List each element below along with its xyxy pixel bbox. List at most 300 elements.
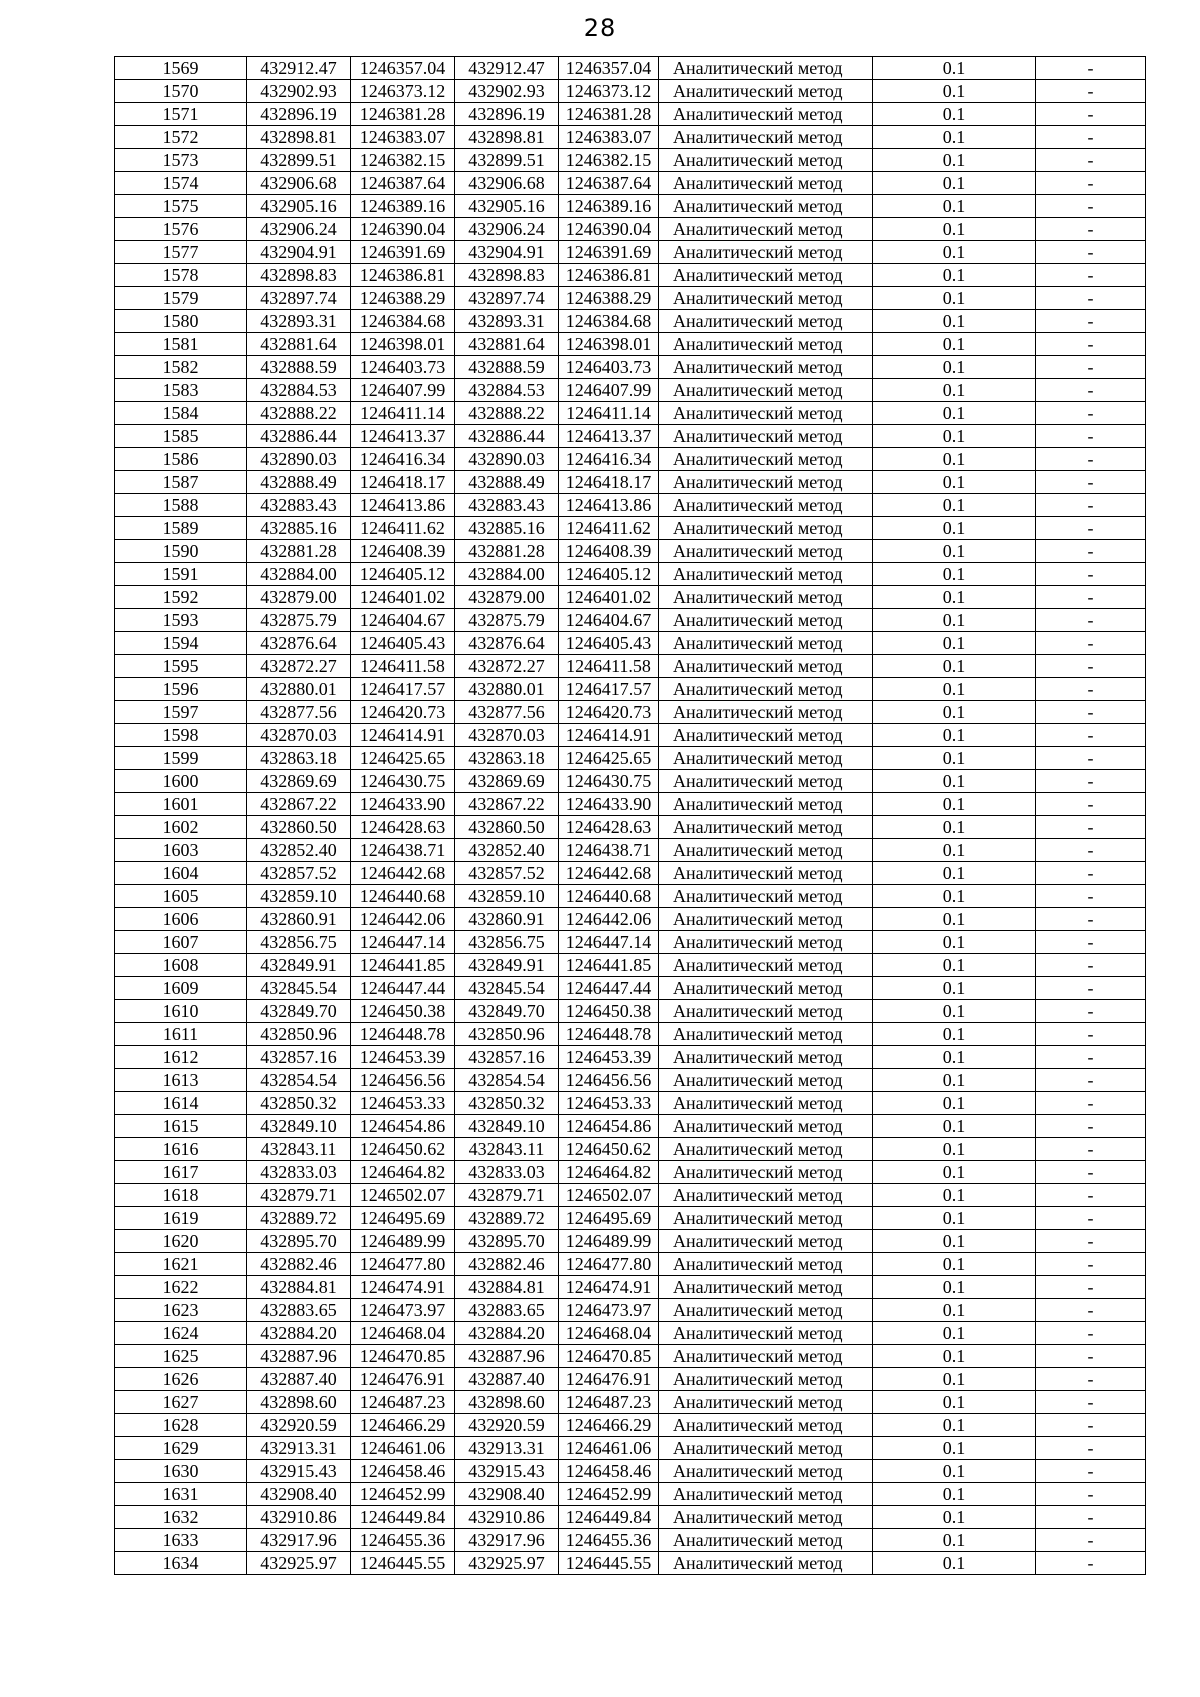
- x-coordinate-cell: 432890.03: [455, 448, 559, 471]
- x-coordinate-cell: 432854.54: [247, 1069, 351, 1092]
- method-cell: Аналитический метод: [659, 264, 873, 287]
- point-number-cell: 1603: [115, 839, 247, 862]
- note-cell: -: [1036, 241, 1146, 264]
- y-coordinate-cell: 1246461.06: [559, 1437, 659, 1460]
- table-row: [115, 310, 1146, 333]
- method-cell: Аналитический метод: [659, 1069, 873, 1092]
- table-row: [115, 356, 1146, 379]
- method-cell: Аналитический метод: [659, 1460, 873, 1483]
- point-number-cell: 1579: [115, 287, 247, 310]
- note-cell: -: [1036, 632, 1146, 655]
- table-row: [115, 563, 1146, 586]
- note-cell: -: [1036, 655, 1146, 678]
- table-row: [115, 586, 1146, 609]
- method-cell: Аналитический метод: [659, 356, 873, 379]
- x-coordinate-cell: 432912.47: [455, 57, 559, 80]
- x-coordinate-cell: 432856.75: [455, 931, 559, 954]
- point-number-cell: 1595: [115, 655, 247, 678]
- accuracy-cell: 0.1: [873, 103, 1036, 126]
- point-number-cell: 1604: [115, 862, 247, 885]
- y-coordinate-cell: 1246382.15: [351, 149, 455, 172]
- y-coordinate-cell: 1246408.39: [351, 540, 455, 563]
- note-cell: -: [1036, 1391, 1146, 1414]
- table-row: [115, 1322, 1146, 1345]
- y-coordinate-cell: 1246430.75: [559, 770, 659, 793]
- x-coordinate-cell: 432882.46: [455, 1253, 559, 1276]
- point-number-cell: 1578: [115, 264, 247, 287]
- x-coordinate-cell: 432860.50: [455, 816, 559, 839]
- x-coordinate-cell: 432884.81: [455, 1276, 559, 1299]
- accuracy-cell: 0.1: [873, 931, 1036, 954]
- table-body: [115, 57, 1146, 1575]
- method-cell: Аналитический метод: [659, 1253, 873, 1276]
- y-coordinate-cell: 1246464.82: [559, 1161, 659, 1184]
- y-coordinate-cell: 1246413.86: [559, 494, 659, 517]
- y-coordinate-cell: 1246413.86: [351, 494, 455, 517]
- note-cell: -: [1036, 494, 1146, 517]
- y-coordinate-cell: 1246470.85: [559, 1345, 659, 1368]
- x-coordinate-cell: 432849.70: [247, 1000, 351, 1023]
- x-coordinate-cell: 432856.75: [247, 931, 351, 954]
- y-coordinate-cell: 1246405.12: [351, 563, 455, 586]
- method-cell: Аналитический метод: [659, 678, 873, 701]
- table-row: [115, 195, 1146, 218]
- x-coordinate-cell: 432887.40: [247, 1368, 351, 1391]
- y-coordinate-cell: 1246454.86: [351, 1115, 455, 1138]
- note-cell: -: [1036, 1253, 1146, 1276]
- x-coordinate-cell: 432843.11: [455, 1138, 559, 1161]
- accuracy-cell: 0.1: [873, 540, 1036, 563]
- method-cell: Аналитический метод: [659, 103, 873, 126]
- note-cell: -: [1036, 954, 1146, 977]
- note-cell: -: [1036, 931, 1146, 954]
- x-coordinate-cell: 432833.03: [247, 1161, 351, 1184]
- point-number-cell: 1630: [115, 1460, 247, 1483]
- accuracy-cell: 0.1: [873, 678, 1036, 701]
- method-cell: Аналитический метод: [659, 126, 873, 149]
- accuracy-cell: 0.1: [873, 1115, 1036, 1138]
- x-coordinate-cell: 432896.19: [455, 103, 559, 126]
- table-row: [115, 264, 1146, 287]
- x-coordinate-cell: 432850.96: [455, 1023, 559, 1046]
- point-number-cell: 1570: [115, 80, 247, 103]
- note-cell: -: [1036, 126, 1146, 149]
- accuracy-cell: 0.1: [873, 1529, 1036, 1552]
- method-cell: Аналитический метод: [659, 1529, 873, 1552]
- note-cell: -: [1036, 1230, 1146, 1253]
- accuracy-cell: 0.1: [873, 1322, 1036, 1345]
- x-coordinate-cell: 432888.59: [455, 356, 559, 379]
- accuracy-cell: 0.1: [873, 471, 1036, 494]
- note-cell: -: [1036, 1046, 1146, 1069]
- y-coordinate-cell: 1246391.69: [559, 241, 659, 264]
- y-coordinate-cell: 1246383.07: [351, 126, 455, 149]
- y-coordinate-cell: 1246386.81: [351, 264, 455, 287]
- method-cell: Аналитический метод: [659, 1299, 873, 1322]
- accuracy-cell: 0.1: [873, 149, 1036, 172]
- table-row: [115, 379, 1146, 402]
- x-coordinate-cell: 432910.86: [247, 1506, 351, 1529]
- accuracy-cell: 0.1: [873, 1000, 1036, 1023]
- x-coordinate-cell: 432883.43: [247, 494, 351, 517]
- accuracy-cell: 0.1: [873, 862, 1036, 885]
- note-cell: -: [1036, 356, 1146, 379]
- x-coordinate-cell: 432870.03: [247, 724, 351, 747]
- note-cell: -: [1036, 1023, 1146, 1046]
- y-coordinate-cell: 1246357.04: [351, 57, 455, 80]
- y-coordinate-cell: 1246452.99: [559, 1483, 659, 1506]
- table-row: [115, 1460, 1146, 1483]
- method-cell: Аналитический метод: [659, 425, 873, 448]
- y-coordinate-cell: 1246449.84: [351, 1506, 455, 1529]
- table-row: [115, 540, 1146, 563]
- note-cell: -: [1036, 172, 1146, 195]
- x-coordinate-cell: 432917.96: [247, 1529, 351, 1552]
- method-cell: Аналитический метод: [659, 1322, 873, 1345]
- x-coordinate-cell: 432885.16: [455, 517, 559, 540]
- y-coordinate-cell: 1246401.02: [559, 586, 659, 609]
- note-cell: -: [1036, 1299, 1146, 1322]
- accuracy-cell: 0.1: [873, 977, 1036, 1000]
- x-coordinate-cell: 432863.18: [455, 747, 559, 770]
- x-coordinate-cell: 432899.51: [455, 149, 559, 172]
- y-coordinate-cell: 1246476.91: [559, 1368, 659, 1391]
- y-coordinate-cell: 1246384.68: [351, 310, 455, 333]
- y-coordinate-cell: 1246389.16: [351, 195, 455, 218]
- y-coordinate-cell: 1246448.78: [351, 1023, 455, 1046]
- y-coordinate-cell: 1246405.12: [559, 563, 659, 586]
- x-coordinate-cell: 432913.31: [455, 1437, 559, 1460]
- accuracy-cell: 0.1: [873, 747, 1036, 770]
- y-coordinate-cell: 1246388.29: [559, 287, 659, 310]
- accuracy-cell: 0.1: [873, 1092, 1036, 1115]
- method-cell: Аналитический метод: [659, 172, 873, 195]
- x-coordinate-cell: 432884.53: [247, 379, 351, 402]
- x-coordinate-cell: 432877.56: [247, 701, 351, 724]
- y-coordinate-cell: 1246473.97: [351, 1299, 455, 1322]
- method-cell: Аналитический метод: [659, 908, 873, 931]
- table-row: [115, 494, 1146, 517]
- table-row: [115, 218, 1146, 241]
- method-cell: Аналитический метод: [659, 885, 873, 908]
- note-cell: -: [1036, 103, 1146, 126]
- point-number-cell: 1633: [115, 1529, 247, 1552]
- accuracy-cell: 0.1: [873, 517, 1036, 540]
- point-number-cell: 1581: [115, 333, 247, 356]
- accuracy-cell: 0.1: [873, 218, 1036, 241]
- accuracy-cell: 0.1: [873, 1023, 1036, 1046]
- point-number-cell: 1626: [115, 1368, 247, 1391]
- table-row: [115, 793, 1146, 816]
- table-row: [115, 1552, 1146, 1575]
- method-cell: Аналитический метод: [659, 1276, 873, 1299]
- point-number-cell: 1607: [115, 931, 247, 954]
- table-row: [115, 80, 1146, 103]
- x-coordinate-cell: 432884.20: [455, 1322, 559, 1345]
- method-cell: Аналитический метод: [659, 402, 873, 425]
- x-coordinate-cell: 432875.79: [247, 609, 351, 632]
- y-coordinate-cell: 1246456.56: [559, 1069, 659, 1092]
- x-coordinate-cell: 432886.44: [455, 425, 559, 448]
- point-number-cell: 1623: [115, 1299, 247, 1322]
- note-cell: -: [1036, 1483, 1146, 1506]
- x-coordinate-cell: 432887.96: [247, 1345, 351, 1368]
- method-cell: Аналитический метод: [659, 540, 873, 563]
- y-coordinate-cell: 1246453.33: [559, 1092, 659, 1115]
- accuracy-cell: 0.1: [873, 356, 1036, 379]
- note-cell: -: [1036, 563, 1146, 586]
- y-coordinate-cell: 1246386.81: [559, 264, 659, 287]
- point-number-cell: 1621: [115, 1253, 247, 1276]
- method-cell: Аналитический метод: [659, 1092, 873, 1115]
- y-coordinate-cell: 1246445.55: [559, 1552, 659, 1575]
- point-number-cell: 1610: [115, 1000, 247, 1023]
- x-coordinate-cell: 432867.22: [247, 793, 351, 816]
- x-coordinate-cell: 432883.43: [455, 494, 559, 517]
- y-coordinate-cell: 1246357.04: [559, 57, 659, 80]
- note-cell: -: [1036, 333, 1146, 356]
- y-coordinate-cell: 1246403.73: [351, 356, 455, 379]
- method-cell: Аналитический метод: [659, 1207, 873, 1230]
- table-row: [115, 287, 1146, 310]
- point-number-cell: 1596: [115, 678, 247, 701]
- accuracy-cell: 0.1: [873, 264, 1036, 287]
- y-coordinate-cell: 1246438.71: [351, 839, 455, 862]
- point-number-cell: 1598: [115, 724, 247, 747]
- accuracy-cell: 0.1: [873, 563, 1036, 586]
- y-coordinate-cell: 1246401.02: [351, 586, 455, 609]
- x-coordinate-cell: 432881.28: [455, 540, 559, 563]
- accuracy-cell: 0.1: [873, 839, 1036, 862]
- y-coordinate-cell: 1246405.43: [559, 632, 659, 655]
- y-coordinate-cell: 1246413.37: [351, 425, 455, 448]
- x-coordinate-cell: 432869.69: [455, 770, 559, 793]
- point-number-cell: 1632: [115, 1506, 247, 1529]
- x-coordinate-cell: 432925.97: [247, 1552, 351, 1575]
- note-cell: -: [1036, 747, 1146, 770]
- point-number-cell: 1622: [115, 1276, 247, 1299]
- accuracy-cell: 0.1: [873, 701, 1036, 724]
- x-coordinate-cell: 432849.70: [455, 1000, 559, 1023]
- point-number-cell: 1584: [115, 402, 247, 425]
- point-number-cell: 1580: [115, 310, 247, 333]
- y-coordinate-cell: 1246420.73: [351, 701, 455, 724]
- accuracy-cell: 0.1: [873, 287, 1036, 310]
- y-coordinate-cell: 1246411.14: [351, 402, 455, 425]
- y-coordinate-cell: 1246440.68: [351, 885, 455, 908]
- table-row: [115, 1253, 1146, 1276]
- y-coordinate-cell: 1246495.69: [351, 1207, 455, 1230]
- accuracy-cell: 0.1: [873, 793, 1036, 816]
- x-coordinate-cell: 432870.03: [455, 724, 559, 747]
- x-coordinate-cell: 432883.65: [455, 1299, 559, 1322]
- table-row: [115, 402, 1146, 425]
- accuracy-cell: 0.1: [873, 80, 1036, 103]
- y-coordinate-cell: 1246450.38: [559, 1000, 659, 1023]
- method-cell: Аналитический метод: [659, 586, 873, 609]
- point-number-cell: 1573: [115, 149, 247, 172]
- x-coordinate-cell: 432893.31: [247, 310, 351, 333]
- x-coordinate-cell: 432881.64: [247, 333, 351, 356]
- y-coordinate-cell: 1246466.29: [351, 1414, 455, 1437]
- accuracy-cell: 0.1: [873, 1414, 1036, 1437]
- note-cell: -: [1036, 724, 1146, 747]
- x-coordinate-cell: 432860.91: [455, 908, 559, 931]
- method-cell: Аналитический метод: [659, 1000, 873, 1023]
- y-coordinate-cell: 1246414.91: [559, 724, 659, 747]
- method-cell: Аналитический метод: [659, 862, 873, 885]
- table-row: [115, 931, 1146, 954]
- method-cell: Аналитический метод: [659, 1046, 873, 1069]
- y-coordinate-cell: 1246450.62: [559, 1138, 659, 1161]
- method-cell: Аналитический метод: [659, 1115, 873, 1138]
- table-row: [115, 1023, 1146, 1046]
- table-row: [115, 1115, 1146, 1138]
- point-number-cell: 1615: [115, 1115, 247, 1138]
- point-number-cell: 1619: [115, 1207, 247, 1230]
- x-coordinate-cell: 432857.52: [455, 862, 559, 885]
- y-coordinate-cell: 1246404.67: [559, 609, 659, 632]
- point-number-cell: 1602: [115, 816, 247, 839]
- point-number-cell: 1593: [115, 609, 247, 632]
- y-coordinate-cell: 1246453.33: [351, 1092, 455, 1115]
- table-row: [115, 954, 1146, 977]
- table-row: [115, 655, 1146, 678]
- x-coordinate-cell: 432869.69: [247, 770, 351, 793]
- table-row: [115, 333, 1146, 356]
- accuracy-cell: 0.1: [873, 195, 1036, 218]
- y-coordinate-cell: 1246447.44: [351, 977, 455, 1000]
- y-coordinate-cell: 1246416.34: [559, 448, 659, 471]
- y-coordinate-cell: 1246416.34: [351, 448, 455, 471]
- point-number-cell: 1608: [115, 954, 247, 977]
- y-coordinate-cell: 1246487.23: [559, 1391, 659, 1414]
- x-coordinate-cell: 432849.91: [455, 954, 559, 977]
- y-coordinate-cell: 1246487.23: [351, 1391, 455, 1414]
- point-number-cell: 1586: [115, 448, 247, 471]
- method-cell: Аналитический метод: [659, 218, 873, 241]
- x-coordinate-cell: 432887.40: [455, 1368, 559, 1391]
- note-cell: -: [1036, 1414, 1146, 1437]
- note-cell: -: [1036, 678, 1146, 701]
- method-cell: Аналитический метод: [659, 379, 873, 402]
- accuracy-cell: 0.1: [873, 57, 1036, 80]
- note-cell: -: [1036, 701, 1146, 724]
- accuracy-cell: 0.1: [873, 609, 1036, 632]
- y-coordinate-cell: 1246411.58: [559, 655, 659, 678]
- x-coordinate-cell: 432880.01: [455, 678, 559, 701]
- y-coordinate-cell: 1246389.16: [559, 195, 659, 218]
- note-cell: -: [1036, 1115, 1146, 1138]
- y-coordinate-cell: 1246425.65: [351, 747, 455, 770]
- point-number-cell: 1601: [115, 793, 247, 816]
- y-coordinate-cell: 1246433.90: [351, 793, 455, 816]
- y-coordinate-cell: 1246445.55: [351, 1552, 455, 1575]
- table-row: [115, 1368, 1146, 1391]
- x-coordinate-cell: 432879.00: [455, 586, 559, 609]
- x-coordinate-cell: 432888.22: [455, 402, 559, 425]
- x-coordinate-cell: 432877.56: [455, 701, 559, 724]
- x-coordinate-cell: 432904.91: [455, 241, 559, 264]
- point-number-cell: 1583: [115, 379, 247, 402]
- x-coordinate-cell: 432867.22: [455, 793, 559, 816]
- note-cell: -: [1036, 57, 1146, 80]
- x-coordinate-cell: 432880.01: [247, 678, 351, 701]
- note-cell: -: [1036, 1345, 1146, 1368]
- accuracy-cell: 0.1: [873, 1230, 1036, 1253]
- accuracy-cell: 0.1: [873, 1391, 1036, 1414]
- note-cell: -: [1036, 908, 1146, 931]
- x-coordinate-cell: 432884.53: [455, 379, 559, 402]
- method-cell: Аналитический метод: [659, 747, 873, 770]
- table-row: [115, 1046, 1146, 1069]
- table-row: [115, 885, 1146, 908]
- x-coordinate-cell: 432893.31: [455, 310, 559, 333]
- note-cell: -: [1036, 770, 1146, 793]
- x-coordinate-cell: 432906.68: [455, 172, 559, 195]
- x-coordinate-cell: 432898.81: [247, 126, 351, 149]
- table-row: [115, 770, 1146, 793]
- y-coordinate-cell: 1246477.80: [559, 1253, 659, 1276]
- table-row: [115, 701, 1146, 724]
- x-coordinate-cell: 432857.16: [455, 1046, 559, 1069]
- y-coordinate-cell: 1246387.64: [351, 172, 455, 195]
- accuracy-cell: 0.1: [873, 1368, 1036, 1391]
- accuracy-cell: 0.1: [873, 1069, 1036, 1092]
- note-cell: -: [1036, 149, 1146, 172]
- x-coordinate-cell: 432888.49: [247, 471, 351, 494]
- y-coordinate-cell: 1246468.04: [351, 1322, 455, 1345]
- y-coordinate-cell: 1246447.14: [559, 931, 659, 954]
- accuracy-cell: 0.1: [873, 1276, 1036, 1299]
- table-row: [115, 1092, 1146, 1115]
- y-coordinate-cell: 1246417.57: [351, 678, 455, 701]
- x-coordinate-cell: 432912.47: [247, 57, 351, 80]
- y-coordinate-cell: 1246450.62: [351, 1138, 455, 1161]
- table-row: [115, 1483, 1146, 1506]
- x-coordinate-cell: 432849.10: [247, 1115, 351, 1138]
- method-cell: Аналитический метод: [659, 1506, 873, 1529]
- point-number-cell: 1577: [115, 241, 247, 264]
- y-coordinate-cell: 1246414.91: [351, 724, 455, 747]
- y-coordinate-cell: 1246433.90: [559, 793, 659, 816]
- table-row: [115, 816, 1146, 839]
- table-row: [115, 126, 1146, 149]
- accuracy-cell: 0.1: [873, 655, 1036, 678]
- y-coordinate-cell: 1246411.62: [351, 517, 455, 540]
- note-cell: -: [1036, 448, 1146, 471]
- x-coordinate-cell: 432925.97: [455, 1552, 559, 1575]
- x-coordinate-cell: 432857.16: [247, 1046, 351, 1069]
- table-row: [115, 609, 1146, 632]
- method-cell: Аналитический метод: [659, 655, 873, 678]
- x-coordinate-cell: 432879.71: [455, 1184, 559, 1207]
- accuracy-cell: 0.1: [873, 770, 1036, 793]
- x-coordinate-cell: 432859.10: [455, 885, 559, 908]
- note-cell: -: [1036, 1552, 1146, 1575]
- point-number-cell: 1597: [115, 701, 247, 724]
- note-cell: -: [1036, 839, 1146, 862]
- note-cell: -: [1036, 287, 1146, 310]
- x-coordinate-cell: 432879.71: [247, 1184, 351, 1207]
- x-coordinate-cell: 432881.64: [455, 333, 559, 356]
- y-coordinate-cell: 1246489.99: [351, 1230, 455, 1253]
- accuracy-cell: 0.1: [873, 494, 1036, 517]
- y-coordinate-cell: 1246411.14: [559, 402, 659, 425]
- method-cell: Аналитический метод: [659, 839, 873, 862]
- accuracy-cell: 0.1: [873, 885, 1036, 908]
- table-row: [115, 1506, 1146, 1529]
